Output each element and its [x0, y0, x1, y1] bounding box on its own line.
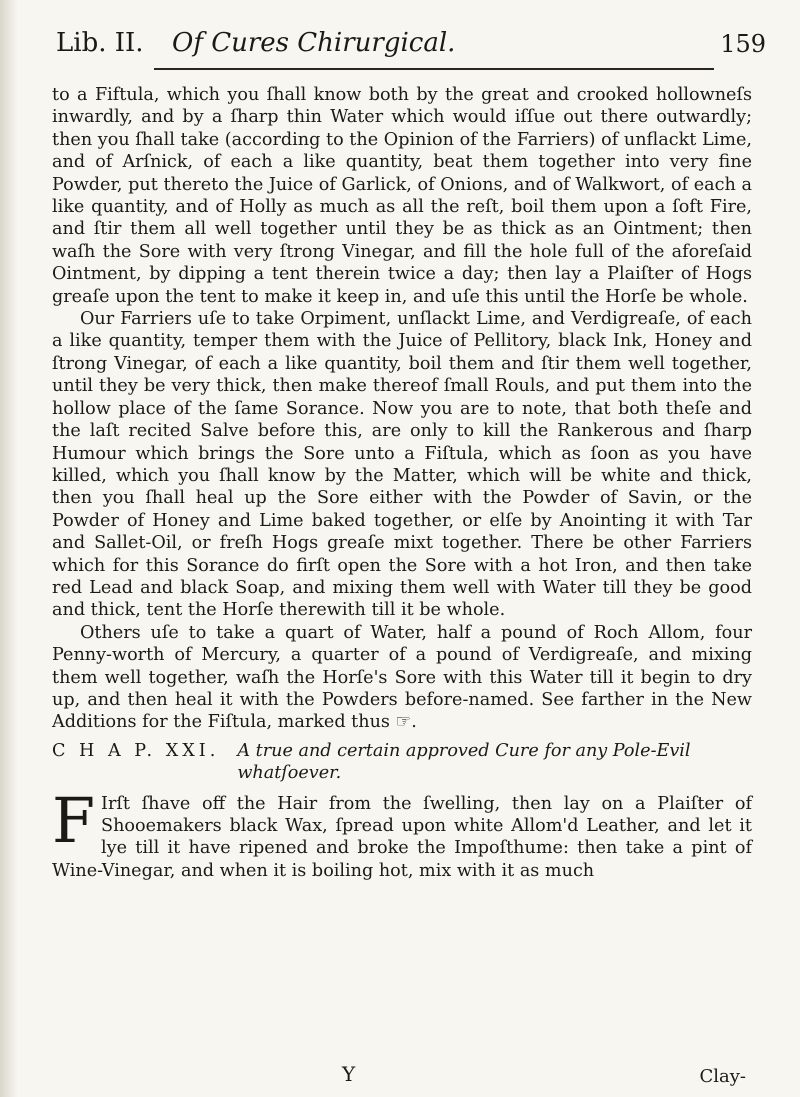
- book-section-label: Lib. II.: [56, 28, 144, 58]
- paragraph-others-water: Others uſe to take a quart of Water, half a pound of Roch Allom, four Penny-worth of Mercury, a quarter of a pound of Verdigreaſe, and mixing them well together, waſh the Horſe's Sore with this Water till it begin to dry up, and then heal it with the Powders before-named. See farther in the New Additions for the Fiſtula, marked thus ☞.: [52, 622, 752, 733]
- paragraph-pole-evil-cure: [52, 783, 752, 883]
- chapter-heading: [52, 740, 752, 785]
- paragraph-fistula-cure: to a Fiftula, which you ſhall know both by the great and crooked hollowneſs inwardly, and by a ſharp thin Water which would iſſue out there outwardly; then you ſhall take (according to the Opinion of the Farriers) of unflackt Lime, and of Arſnick, of each a like quantity, beat them together into very fine Powder, put thereto the Juice of Garlick, of Onions, and of Walkwort, of each a like quantity, and of Holly as much as all the reſt, boil them upon a ſoft Fire, and ſtir them all well together until they be as thick as an Ointment; then waſh the Sore with very ſtrong Vinegar, and fill the hole full of the aforeſaid Ointment, by dipping a tent therein twice a day; then lay a Plaiſter of Hogs greaſe upon the tent to make it keep in, and uſe this until the Horſe be whole.: [52, 85, 752, 307]
- chapter-number: C H A P. XXI.: [52, 740, 220, 761]
- running-title: Of Cures Chirurgical.: [172, 28, 456, 58]
- drop-cap: F: [52, 783, 96, 857]
- paragraph-pole-evil-text: Irſt ſhave off the Hair from the ſwelling, then lay on a Plaiſter of Shooemakers black Wax, ſpread upon white Allom'd Leather, and let it lye till it have ripened and broke the Impoſthume: then take a pint of Wine-Vinegar, and when it is boiling hot, mix with it as much: [52, 793, 752, 881]
- page-gutter-shadow: [0, 0, 18, 1097]
- page-body: [52, 84, 752, 882]
- catchword: Clay-: [699, 1066, 746, 1087]
- chapter-title: A true and certain approved Cure for any Pole-Evil whatſoever.: [237, 740, 691, 784]
- running-header: [24, 10, 776, 70]
- page-footer: [52, 1062, 752, 1090]
- paragraph-farriers-orpiment: Our Farriers uſe to take Orpiment, unſlackt Lime, and Verdigreaſe, of each a like quantity, temper them with the Juice of Pellitory, black Ink, Honey and ſtrong Vinegar, of each a like quantity, boil them and ſtir them well together, until they be very thick, then make thereof ſmall Rouls, and put them into the hollow place of the ſame Sorance. Now you are to note, that both theſe and the laſt recited Salve before this, are only to kill the Rankerous and ſharp Humour which brings the Sore unto a Fiſtula, which as ſoon as you have killed, which you ſhall know by the Matter, which will be white and thick, then you ſhall heal up the Sore either with the Powder of Savin, or the Powder of Honey and Lime baked together, or elſe by Anointing it with Tar and Sallet-Oil, or freſh Hogs greaſe mixt together. There be other Farriers which for this Sorance do firſt open the Sore with a hot Iron, and then take red Lead and black Soap, and mixing them well with Water till they be good and thick, tent the Horſe therewith till it be whole.: [52, 309, 752, 621]
- page-number: 159: [720, 30, 766, 58]
- signature-mark: Y: [342, 1062, 356, 1086]
- header-rule: [154, 68, 714, 70]
